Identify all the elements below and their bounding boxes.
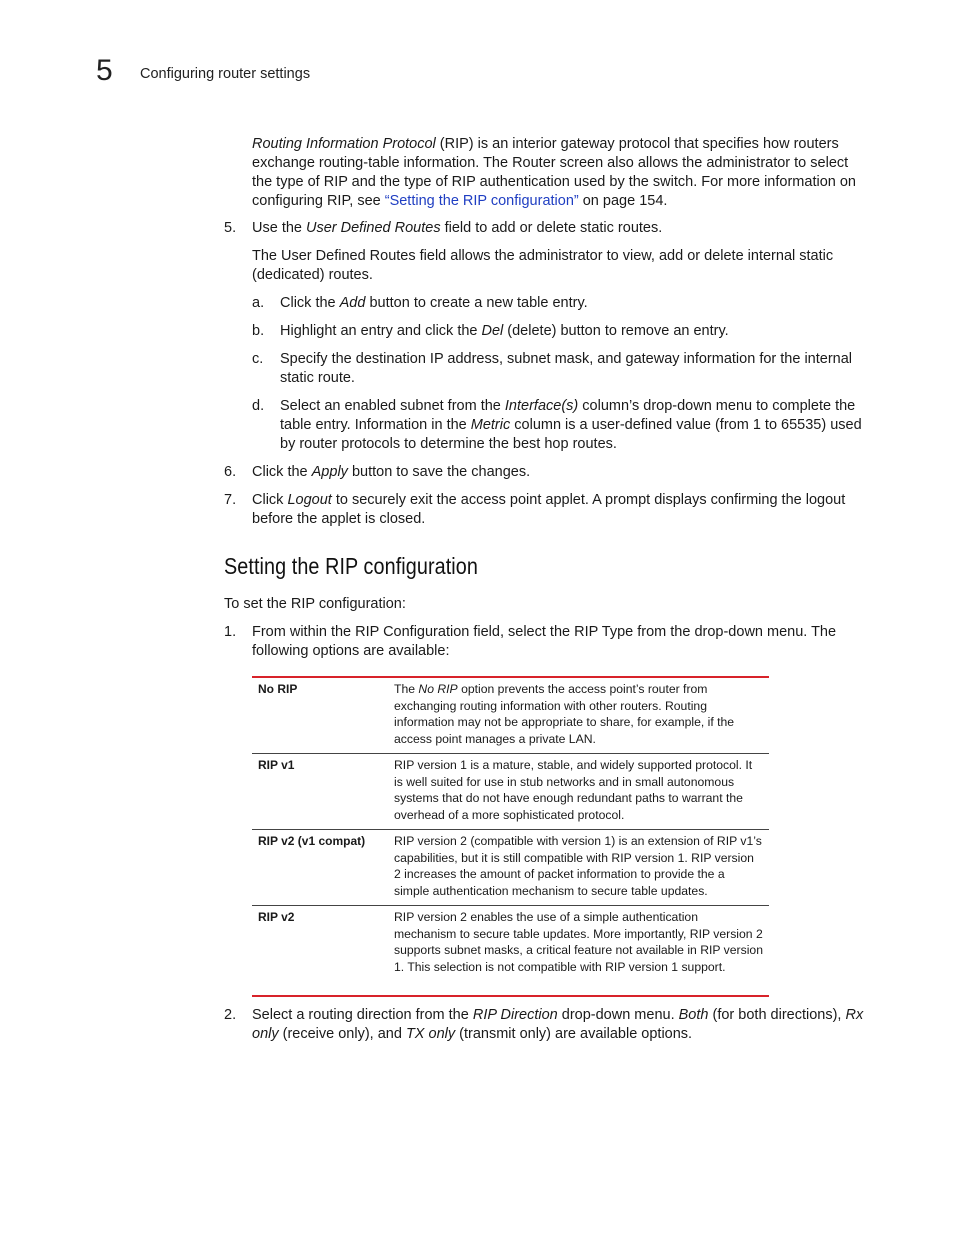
substep-a-text: Click the Add button to create a new table entry.: [280, 295, 588, 311]
substep-b-text: Highlight an entry and click the Del (delete) button to remove an entry.: [280, 323, 729, 339]
substep-d-text: Select an enabled subnet from the Interface(s) column’s drop-down menu to complete the table entry. Information in the Metric column is a user-defined value (from 1 to 65535) used by router protocols to determine the best hop routes.: [280, 398, 862, 452]
rip-options-table: [252, 676, 769, 997]
step-5-text: Use the User Defined Routes field to add or delete static routes.: [252, 220, 663, 236]
option-term: RIP v1: [252, 754, 386, 830]
step-7-text: Click Logout to securely exit the access point applet. A prompt displays confirming the logout before the applet is closed.: [252, 492, 846, 527]
chapter-title: Configuring router settings: [140, 66, 311, 82]
table-row: [252, 906, 769, 996]
rip-step-2-text: Select a routing direction from the RIP Direction drop-down menu. Both (for both directions), Rx only (receive only), and TX only (transmit only) are available options.: [252, 1007, 864, 1042]
substep-b-number: b.: [252, 323, 265, 339]
table-row: [252, 754, 769, 830]
option-term: RIP v2 (v1 compat): [252, 830, 386, 906]
rip-step-2-number: 2.: [224, 1007, 237, 1023]
chapter-number: 5: [96, 54, 113, 87]
rip-step-1-text: From within the RIP Configuration field, select the RIP Type from the drop-down menu. The following options are available:: [252, 624, 837, 659]
substep-d-number: d.: [252, 398, 265, 414]
substep-a-number: a.: [252, 295, 265, 311]
option-description: RIP version 2 enables the use of a simple authentication mechanism to secure table updates. More importantly, RIP version 2 supports subnet masks, a critical feature not available in RIP version 1. This selection is not compatible with RIP version 1 support.: [386, 906, 769, 996]
section-lead: To set the RIP configuration:: [224, 596, 406, 612]
step-5-description: The User Defined Routes field allows the administrator to view, add or delete internal static (dedicated) routes.: [252, 248, 834, 283]
rip-term: Routing Information Protocol: [252, 136, 436, 152]
option-term: RIP v2: [252, 906, 386, 996]
step-5-number: 5.: [224, 220, 237, 236]
step-6-number: 6.: [224, 464, 237, 480]
option-description: The No RIP option prevents the access point’s router from exchanging routing information with other routers. Routing information may not be appropriate to share, for example, if the access point manages a private LAN.: [394, 682, 735, 746]
step-7-number: 7.: [224, 492, 237, 508]
step-6-text: Click the Apply button to save the changes.: [252, 464, 531, 480]
option-term: No RIP: [258, 682, 298, 696]
table-row: [252, 677, 769, 754]
option-description: RIP version 1 is a mature, stable, and widely supported protocol. It is well suited for use in stub networks and in small autonomous systems that do not have enough redundant paths to warrant the overhead of a more sophisticated protocol.: [386, 754, 769, 830]
section-heading: Setting the RIP configuration: [224, 553, 478, 579]
option-description: RIP version 2 (compatible with version 1) is an extension of RIP v1’s capabilities, but it is still compatible with RIP version 1. RIP version 2 increases the amount of packet information to provide the a simple authentication mechanism to secure table updates.: [386, 830, 769, 906]
intro-paragraph: Routing Information Protocol (RIP) is an interior gateway protocol that specifies how routers exchange routing-table information. The Router screen also allows the administrator to select the type of RIP and the type of RIP authentication used by the switch. For more information on configuring RIP, see “Setting the RIP configuration” on page 154.: [252, 136, 856, 209]
table-row: [252, 830, 769, 906]
substep-c-number: c.: [252, 351, 264, 367]
rip-step-1-number: 1.: [224, 624, 237, 640]
rip-config-link[interactable]: “Setting the RIP configuration”: [384, 193, 579, 209]
substep-c-text: Specify the destination IP address, subnet mask, and gateway information for the internal static route.: [280, 351, 853, 386]
